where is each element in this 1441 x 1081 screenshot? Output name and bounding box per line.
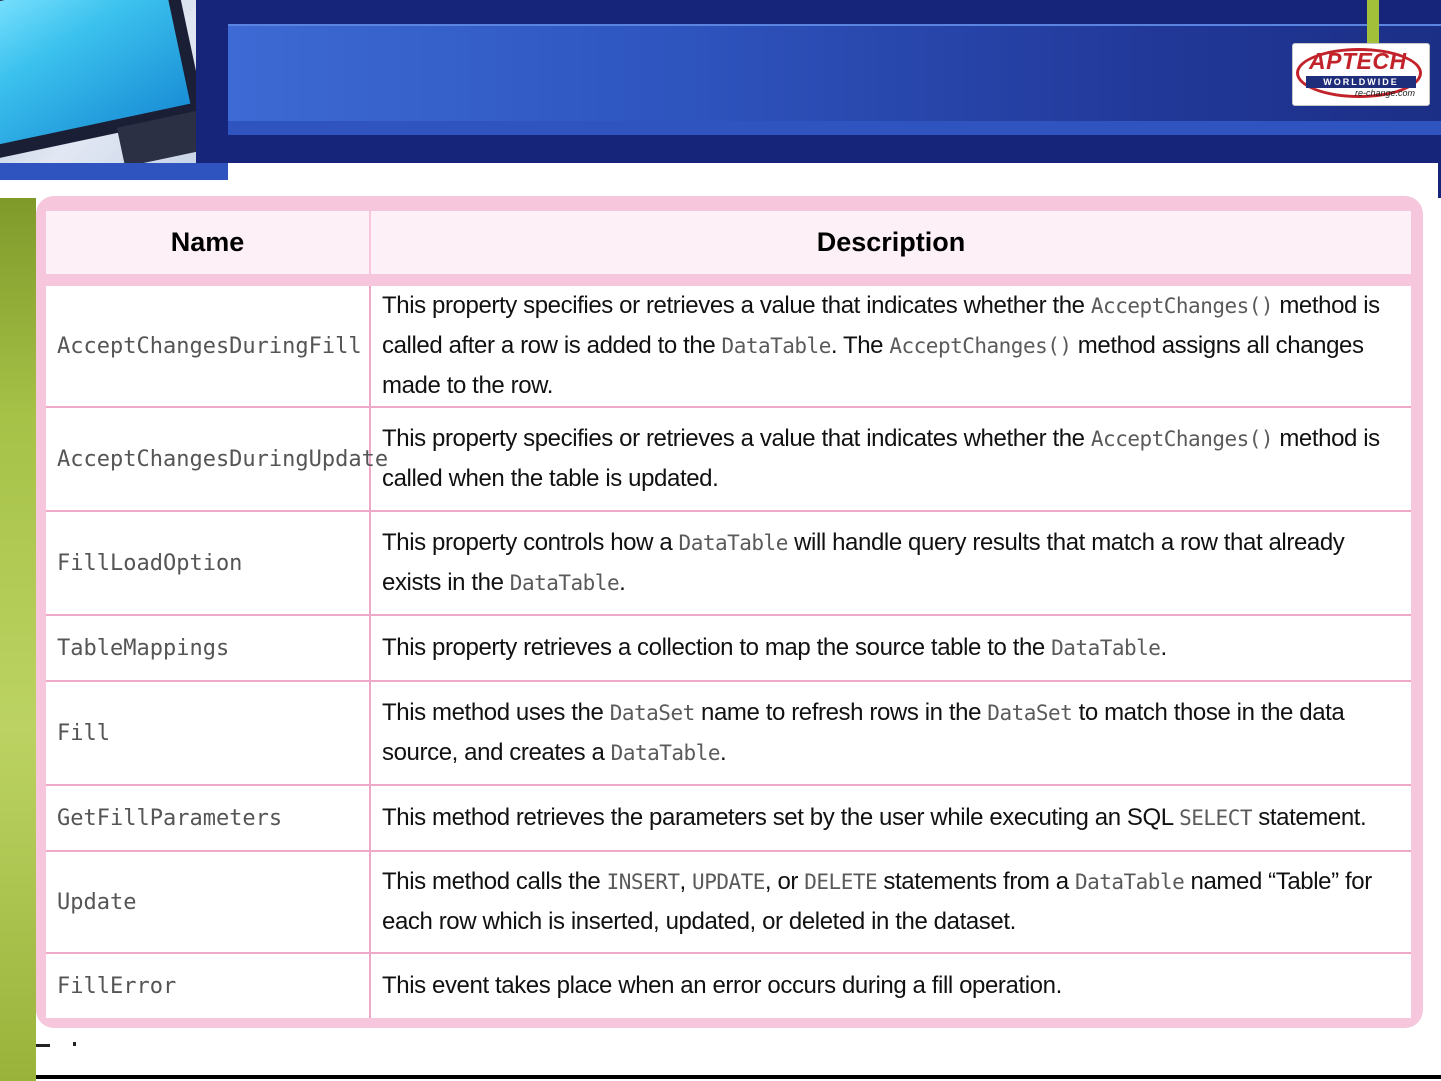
logo-tagline: re-change.com bbox=[1355, 88, 1416, 98]
code-term: DataSet bbox=[987, 701, 1073, 725]
description-text: method is called when the table is updated. bbox=[382, 425, 1380, 492]
description-text: statement. bbox=[1251, 804, 1367, 831]
description-text: . bbox=[719, 739, 727, 766]
description-text: method is called after a row is added to the bbox=[382, 292, 1380, 359]
logo-subtitle: WORLDWIDE bbox=[1306, 76, 1416, 88]
bottom-border-line bbox=[36, 1075, 1441, 1079]
description-text: named “Table” for each row which is inserted, updated, or deleted in the dataset. bbox=[382, 868, 1372, 935]
properties-table bbox=[46, 211, 1411, 1018]
table-row bbox=[46, 615, 1411, 681]
computer-monitor-image bbox=[0, 0, 196, 163]
row-name-cell: AcceptChangesDuringUpdate bbox=[46, 407, 370, 511]
logo-brand: APTECH bbox=[1309, 48, 1407, 74]
row-description-cell bbox=[370, 681, 1411, 785]
banner-corner-accent bbox=[0, 163, 228, 180]
code-term: UPDATE bbox=[692, 870, 765, 894]
code-term: DataTable bbox=[610, 741, 720, 765]
description-text: This method calls the bbox=[382, 868, 607, 895]
code-term: AcceptChanges() bbox=[1090, 427, 1274, 451]
description-text: statements from a bbox=[877, 868, 1075, 895]
table-row bbox=[46, 407, 1411, 511]
green-accent-bar bbox=[1367, 0, 1379, 45]
column-header-name: Name bbox=[46, 211, 370, 280]
bottom-mark bbox=[36, 1044, 50, 1047]
code-term: DataTable bbox=[1051, 636, 1161, 660]
left-green-strip bbox=[0, 198, 36, 1081]
description-text: . bbox=[1160, 634, 1167, 661]
code-term: SELECT bbox=[1179, 806, 1252, 830]
description-text: , bbox=[679, 868, 693, 895]
table-body bbox=[46, 280, 1411, 1018]
row-description-cell bbox=[370, 280, 1411, 407]
row-name-cell: Update bbox=[46, 851, 370, 953]
table-row bbox=[46, 953, 1411, 1018]
row-description-cell bbox=[370, 785, 1411, 851]
row-description-cell bbox=[370, 851, 1411, 953]
code-term: DELETE bbox=[804, 870, 878, 894]
code-term: DataTable bbox=[678, 531, 788, 555]
code-term: DataSet bbox=[609, 701, 695, 725]
description-text: This property specifies or retrieves a value that indicates whether the bbox=[382, 292, 1091, 319]
table-row bbox=[46, 851, 1411, 953]
code-term: DataTable bbox=[721, 334, 831, 358]
description-text: This property specifies or retrieves a value that indicates whether the bbox=[382, 425, 1091, 452]
table-row bbox=[46, 785, 1411, 851]
description-text: name to refresh rows in the bbox=[694, 699, 988, 726]
row-name-cell: TableMappings bbox=[46, 615, 370, 681]
description-text: This method uses the bbox=[382, 699, 610, 726]
row-name-cell: GetFillParameters bbox=[46, 785, 370, 851]
table-row bbox=[46, 280, 1411, 407]
description-text: This property controls how a bbox=[382, 529, 679, 556]
table-row bbox=[46, 511, 1411, 615]
row-name-cell: FillError bbox=[46, 953, 370, 1018]
row-name-cell: FillLoadOption bbox=[46, 511, 370, 615]
code-term: AcceptChanges() bbox=[889, 334, 1072, 358]
description-text: to match those in the data source, and creates a bbox=[382, 699, 1345, 766]
aptech-logo bbox=[1292, 43, 1430, 106]
column-header-description: Description bbox=[370, 211, 1411, 280]
code-term: DataTable bbox=[509, 571, 620, 595]
row-description-cell bbox=[370, 953, 1411, 1018]
row-description-cell bbox=[370, 615, 1411, 681]
description-text: This event takes place when an error occurs during a fill operation. bbox=[382, 972, 1062, 999]
description-text: This method retrieves the parameters set by the user while executing an SQL bbox=[382, 804, 1180, 831]
description-text: , or bbox=[764, 868, 805, 895]
row-name-cell: AcceptChangesDuringFill bbox=[46, 280, 370, 407]
header-band bbox=[228, 24, 1441, 121]
code-term: INSERT bbox=[606, 870, 680, 894]
description-text: method assigns all changes made to the row. bbox=[382, 332, 1364, 399]
description-text: This property retrieves a collection to map the source table to the bbox=[382, 634, 1052, 661]
bottom-dot bbox=[73, 1042, 76, 1046]
row-description-cell bbox=[370, 407, 1411, 511]
table-header-row bbox=[46, 211, 1411, 280]
row-name-cell: Fill bbox=[46, 681, 370, 785]
table-row bbox=[46, 681, 1411, 785]
description-text: . bbox=[619, 569, 626, 596]
description-text: . The bbox=[830, 332, 890, 359]
code-term: DataTable bbox=[1074, 870, 1185, 894]
description-text: will handle query results that match a row that already exists in the bbox=[382, 529, 1345, 596]
row-description-cell bbox=[370, 511, 1411, 615]
code-term: AcceptChanges() bbox=[1090, 294, 1274, 318]
